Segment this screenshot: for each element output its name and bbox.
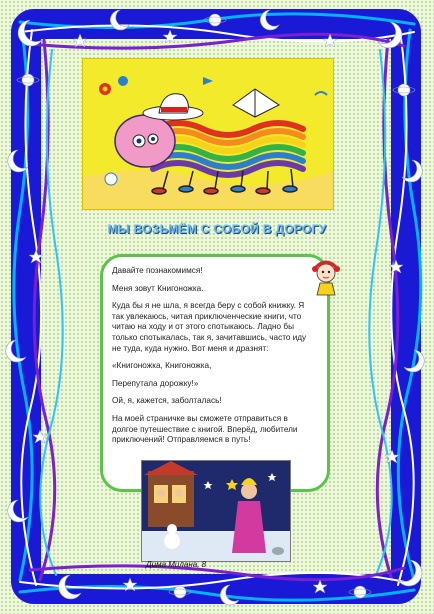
story-paragraph: Давайте познакомимся! — [112, 266, 203, 275]
page-title: МЫ ВОЗЬМЁМ С СОБОЙ В ДОРОГУ — [107, 222, 327, 236]
story-paragraph: На моей страничке вы сможете отправиться в долгое путешествие с книгой. Вперёд, любители приключений! Отправляемся в путь! — [112, 413, 298, 445]
story-paragraph: Куда бы я не шла, я всегда беру с собой книжку. Я так увлекаюсь, читая приключенческие книги, что читаю на ходу и от этого спотыкаюсь. Ладно бы только спотыкалась, так я, зачитавшись, часто иду не туда, куда нужно. Вот меня и дразнят: — [112, 301, 307, 353]
story-paragraph: Ой, я, кажется, заболталась! — [112, 396, 222, 406]
story-paragraph: Меня зовут Книгоножка. — [112, 283, 204, 293]
child-drawing-image — [141, 460, 291, 562]
drawing-caption: Дима Милана, 8 — [146, 560, 207, 569]
story-paragraph: «Книгоножка, Книгоножка, — [112, 361, 212, 371]
girl-mascot-icon — [308, 255, 344, 299]
story-text — [112, 266, 314, 453]
caterpillar-illustration — [82, 58, 334, 210]
story-paragraph: Перепутала дорожку!» — [112, 378, 199, 388]
